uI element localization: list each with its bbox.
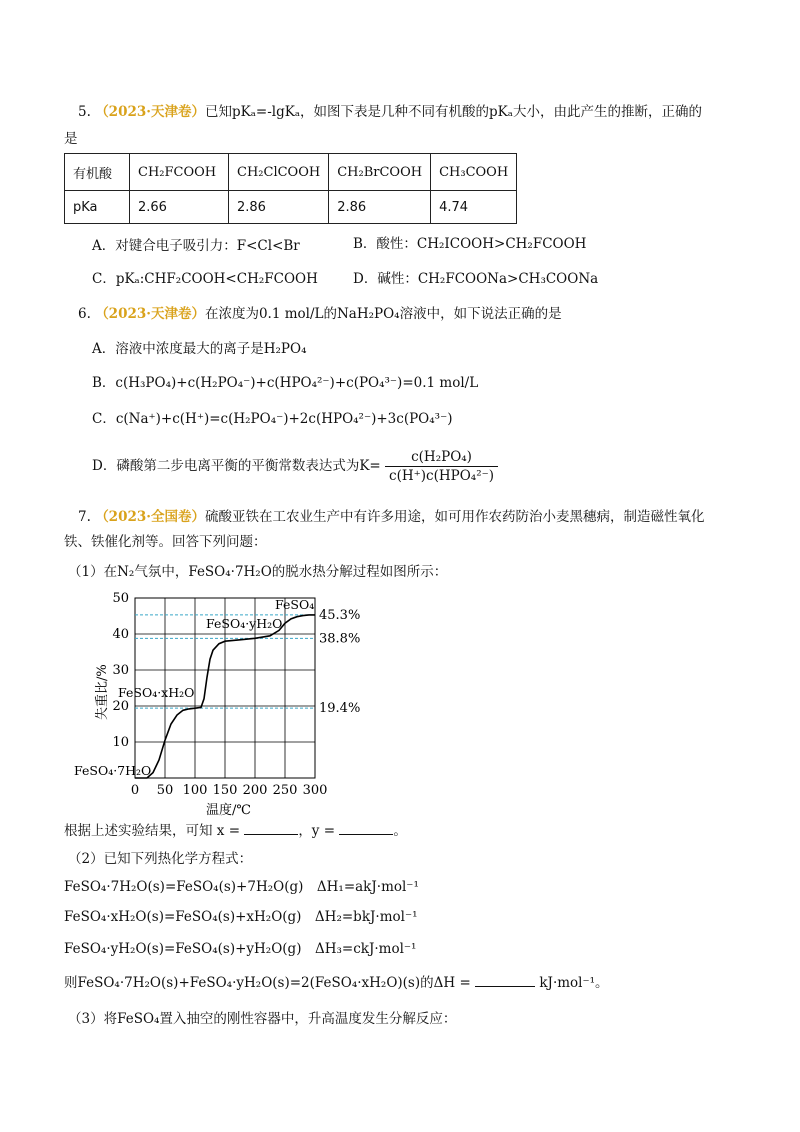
q5-option-d: D．碱性：CH₂FCOONa>CH₃COONa — [353, 271, 599, 287]
q6-number: 6. — [78, 306, 91, 322]
acid-pka-table — [64, 153, 517, 224]
q5-stem-line1 — [78, 103, 702, 121]
table-header-cell: 有机酸 — [65, 154, 130, 191]
q7-source: （2023·全国卷） — [95, 509, 205, 525]
y-tick-label: 10 — [112, 735, 129, 750]
annotation-anhydrous: FeSO₄ — [275, 597, 315, 612]
q7-part3: （3）将FeSO₄置入抽空的刚性容器中，升高温度发生分解反应： — [68, 1011, 457, 1027]
q5-source: （2023·天津卷） — [95, 104, 205, 120]
q6-option-b: B．c(H₃PO₄)+c(H₂PO₄⁻)+c(HPO₄²⁻)+c(PO₄³⁻)=0.1 mol/L — [92, 375, 479, 391]
q7-stem-line1 — [78, 508, 704, 526]
answer-blank-delta-h[interactable] — [475, 974, 535, 987]
table-cell: CH₂FCOOH — [130, 154, 229, 191]
result-end: 。 — [393, 823, 407, 839]
equation-4-prefix: 则FeSO₄·7H₂O(s)+FeSO₄·yH₂O(s)=2(FeSO₄·xH₂O)(s)的ΔH = — [64, 975, 471, 991]
y-axis-label: 失重比/% — [95, 664, 110, 720]
result-prefix: 根据上述实验结果，可知 x = — [64, 823, 241, 839]
x-tick-label: 200 — [242, 783, 268, 798]
table-cell: 2.86 — [329, 191, 431, 224]
answer-blank-x[interactable] — [244, 822, 298, 835]
thermo-equation-1: FeSO₄·7H₂O(s)=FeSO₄(s)+7H₂O(g) ΔH₁=akJ·mol⁻¹ — [64, 879, 419, 895]
thermo-equation-4 — [64, 974, 609, 992]
q6-source: （2023·天津卷） — [95, 306, 205, 322]
equation-4-suffix: kJ·mol⁻¹。 — [539, 975, 609, 991]
table-cell: CH₂BrCOOH — [329, 154, 431, 191]
y-tick-label: 50 — [112, 591, 129, 606]
table-cell: CH₂ClCOOH — [229, 154, 329, 191]
q5-stem-text: 已知pKₐ=-lgKₐ，如图下表是几种不同有机酸的pKₐ大小，由此产生的推断，正确的 — [204, 104, 702, 120]
q6-option-d-prefix: D．磷酸第二步电离平衡的平衡常数表达式为K= — [92, 458, 381, 474]
x-tick-labels — [131, 783, 328, 798]
thermogravimetric-chart — [70, 588, 400, 820]
q7-result-line — [64, 822, 407, 840]
q5-option-b: B．酸性：CH₂ICOOH>CH₂FCOOH — [353, 236, 587, 252]
q7-stem-line2: 铁、铁催化剂等。回答下列问题： — [64, 534, 267, 550]
x-tick-label: 150 — [212, 783, 238, 798]
fraction-denominator: c(H⁺)c(HPO₄²⁻) — [389, 468, 494, 484]
q6-stem — [78, 305, 562, 323]
y-tick-label: 40 — [112, 627, 129, 642]
q5-stem-line2: 是 — [64, 131, 78, 147]
q7-part2: （2）已知下列热化学方程式： — [68, 851, 253, 867]
y-tick-labels — [112, 591, 129, 750]
table-cell: 2.86 — [229, 191, 329, 224]
q6-option-c: C．c(Na⁺)+c(H⁺)=c(H₂PO₄⁻)+2c(HPO₄²⁻)+3c(PO₄³⁻) — [92, 411, 453, 427]
equilibrium-constant-fraction — [385, 448, 498, 485]
x-tick-label: 50 — [156, 783, 174, 798]
x-tick-label: 250 — [272, 783, 298, 798]
answer-blank-y[interactable] — [339, 822, 393, 835]
table-row — [65, 191, 517, 224]
q7-number: 7. — [78, 509, 91, 525]
q6-option-a: A．溶液中浓度最大的离子是H₂PO₄ — [92, 341, 307, 357]
x-tick-label: 100 — [182, 783, 208, 798]
q5-option-c: C．pKₐ:CHF₂COOH<CH₂FCOOH — [92, 271, 318, 287]
q5-option-a: A．对键合电子吸引力：F<Cl<Br — [92, 238, 300, 254]
reference-label: 38.8% — [319, 631, 361, 647]
table-row — [65, 154, 517, 191]
y-tick-label: 30 — [112, 663, 129, 678]
reference-label: 45.3% — [319, 607, 361, 623]
x-tick-label: 0 — [130, 783, 140, 798]
table-cell: 4.74 — [431, 191, 517, 224]
thermo-equation-3: FeSO₄·yH₂O(s)=FeSO₄(s)+yH₂O(g) ΔH₃=ckJ·mol⁻¹ — [64, 941, 417, 957]
q7-stem-text: 硫酸亚铁在工农业生产中有许多用途，如可用作农药防治小麦黑穗病，制造磁性氧化 — [204, 509, 705, 525]
q6-stem-text: 在浓度为0.1 mol/L的NaH₂PO₄溶液中，如下说法正确的是 — [204, 306, 562, 322]
y-tick-label: 20 — [112, 699, 129, 714]
result-mid: ，y = — [298, 823, 336, 839]
annotation-y-hydrate: FeSO₄·yH₂O — [206, 616, 283, 631]
q5-number: 5. — [78, 104, 91, 120]
thermo-equation-2: FeSO₄·xH₂O(s)=FeSO₄(s)+xH₂O(g) ΔH₂=bkJ·mol⁻¹ — [64, 909, 418, 925]
fraction-numerator: c(H₂PO₄) — [385, 448, 498, 467]
q6-option-d — [92, 448, 498, 485]
table-cell: 2.66 — [130, 191, 229, 224]
annotation-x-hydrate: FeSO₄·xH₂O — [118, 685, 195, 700]
reference-label: 19.4% — [319, 701, 361, 717]
table-header-cell: pKa — [65, 191, 130, 224]
x-axis-label: 温度/℃ — [206, 803, 251, 818]
annotation-start-hydrate: FeSO₄·7H₂O — [74, 763, 152, 778]
table-cell: CH₃COOH — [431, 154, 517, 191]
q7-part1: （1）在N₂气氛中，FeSO₄·7H₂O的脱水热分解过程如图所示： — [68, 564, 448, 580]
x-tick-label: 300 — [302, 783, 328, 798]
